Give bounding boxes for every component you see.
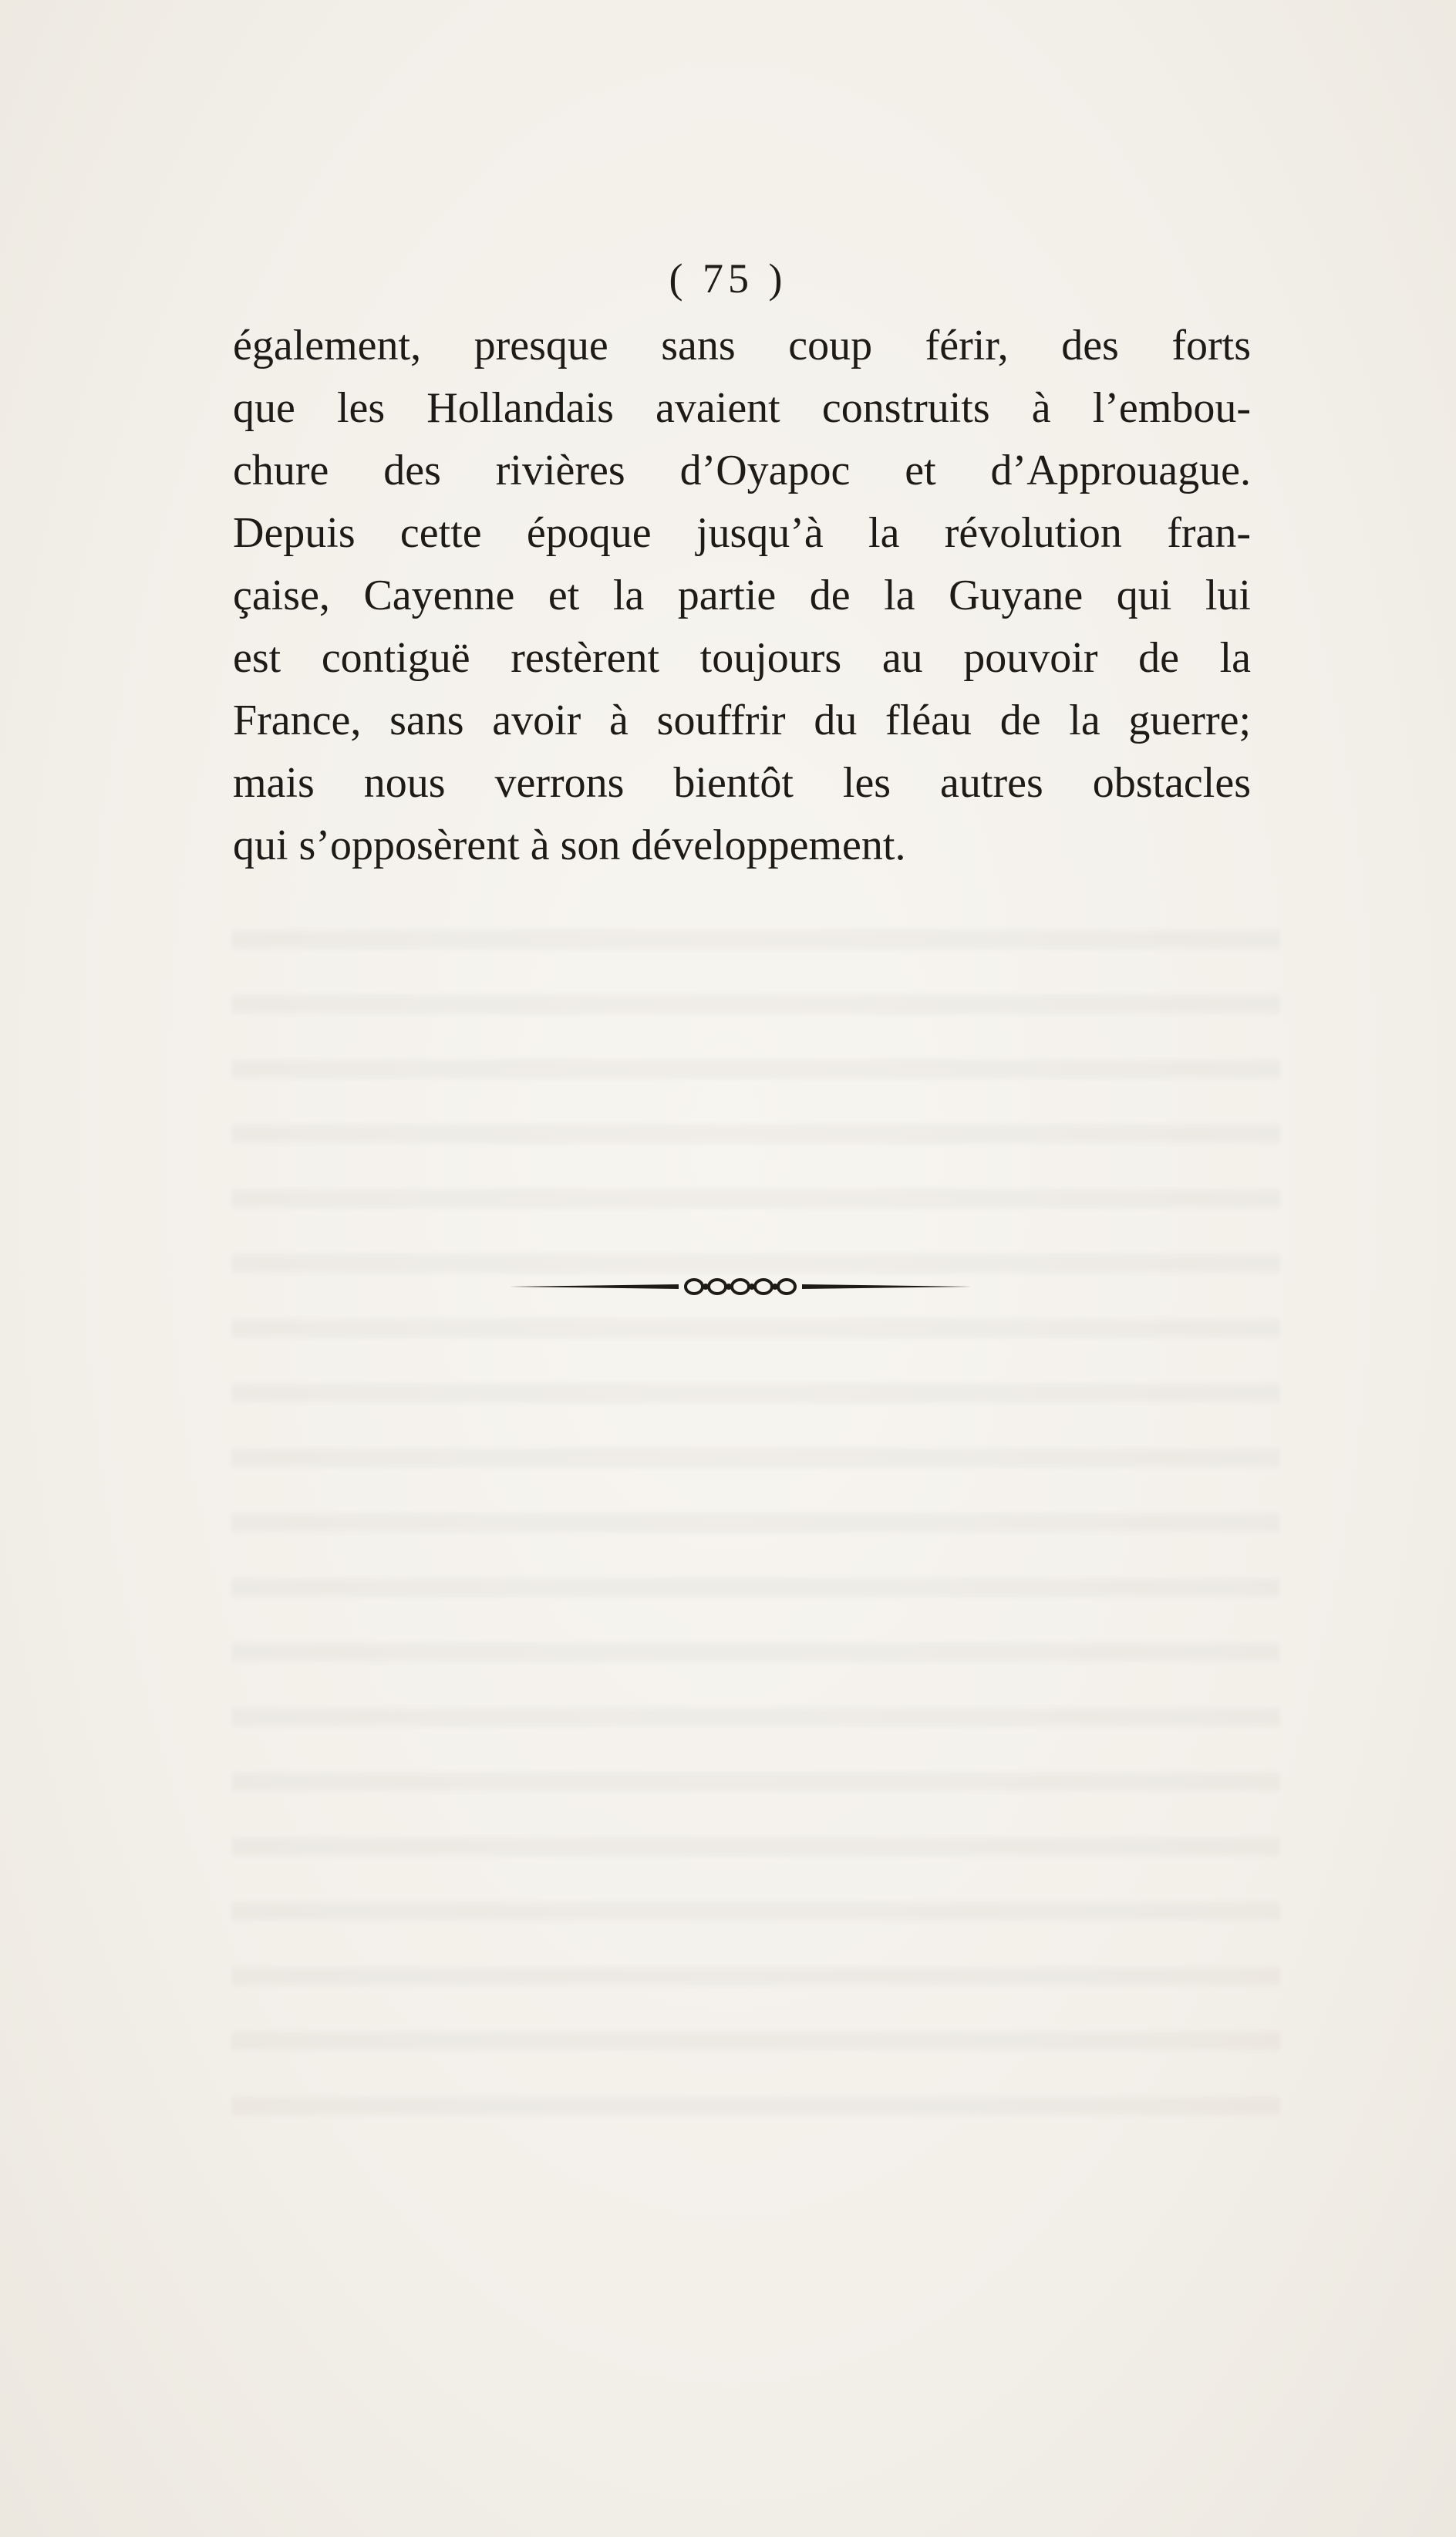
page-number: ( 75 )	[669, 255, 787, 302]
text-line: est contiguë restèrent toujours au pouvoir de la	[233, 634, 1251, 682]
text-line: que les Hollandais avaient construits à l’embou-	[233, 384, 1251, 432]
decorative-rule-icon	[509, 1271, 972, 1302]
text-line: chure des rivières d’Oyapoc et d’Approuague.	[233, 447, 1251, 494]
text-line: qui s’opposèrent à son développement.	[233, 821, 906, 869]
show-through	[231, 887, 1280, 2160]
body-text	[233, 315, 1251, 877]
text-line: mais nous verrons bientôt les autres obstacles	[233, 759, 1251, 807]
text-line: également, presque sans coup férir, des forts	[233, 322, 1251, 369]
text-line: çaise, Cayenne et la partie de la Guyane qui lui	[233, 572, 1251, 619]
text-line: Depuis cette époque jusqu’à la révolution fran-	[233, 509, 1251, 557]
text-line: France, sans avoir à souffrir du fléau de la guerre;	[233, 697, 1251, 744]
